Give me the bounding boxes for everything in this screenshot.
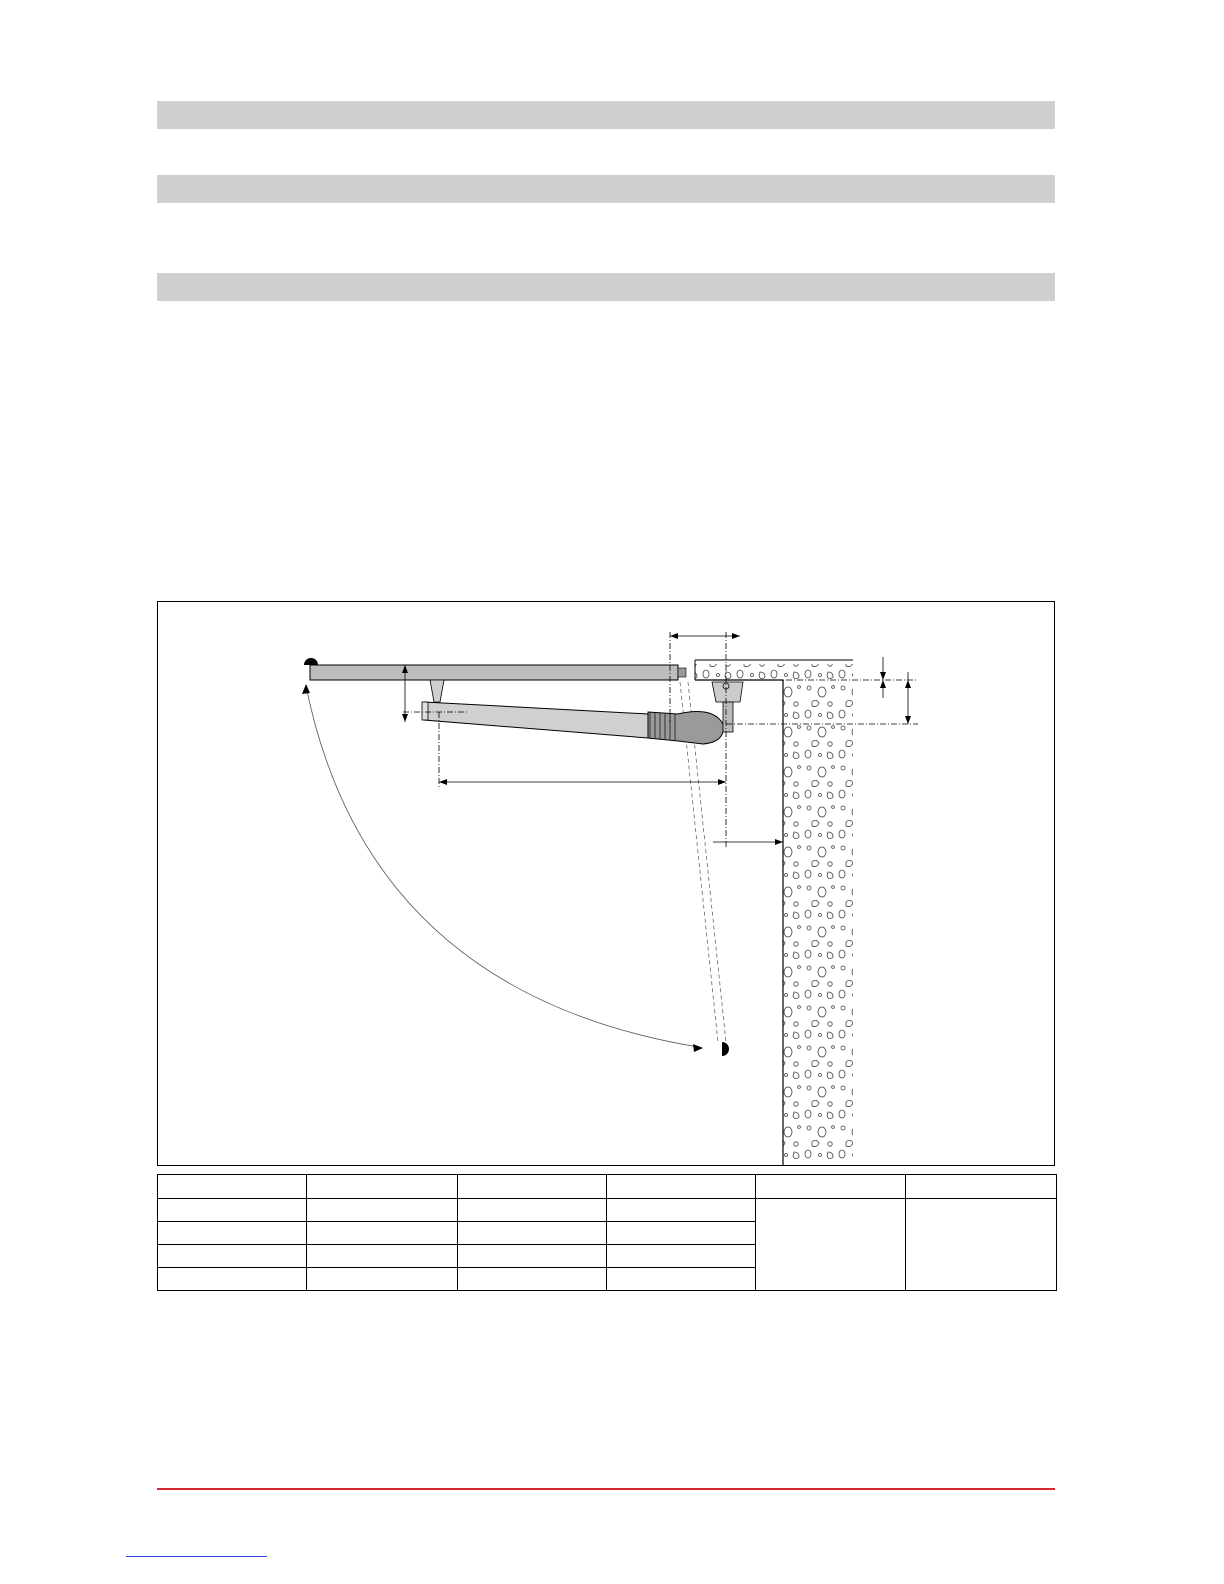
section-header-bar-1 [157,101,1055,129]
arc-arrow-top [302,684,310,694]
open-position-marker [722,1042,729,1056]
table-cell [307,1245,458,1268]
table-header-cell [458,1175,607,1199]
table-merged-cell [756,1199,906,1291]
table-cell [458,1268,607,1291]
table-header-cell [307,1175,458,1199]
table-cell [158,1199,307,1222]
table-cell [158,1222,307,1245]
swing-arc [306,686,698,1047]
table-cell [607,1222,756,1245]
table-header-cell [756,1175,906,1199]
table-cell [458,1222,607,1245]
table-cell [307,1268,458,1291]
gate-leaf [304,658,686,680]
arc-arrow-bottom [693,1044,703,1052]
table-cell [607,1268,756,1291]
table-header-cell [906,1175,1057,1199]
specification-table [157,1174,1057,1291]
table-merged-cell [906,1199,1057,1291]
table-row [158,1199,1057,1222]
table-header-cell [607,1175,756,1199]
gate-motor [422,680,743,744]
table-cell [458,1199,607,1222]
table-header-cell [158,1175,307,1199]
installation-drawing [157,601,1055,1166]
footer-link-underline[interactable] [126,1556,267,1557]
table-header-row [158,1175,1057,1199]
table-cell [607,1245,756,1268]
footer-rule [157,1488,1055,1490]
table-cell [158,1245,307,1268]
section-header-bar-3 [157,273,1055,301]
section-header-bar-2 [157,175,1055,203]
table-cell [158,1268,307,1291]
table-cell [607,1199,756,1222]
table-cell [307,1222,458,1245]
drawing-svg [158,602,1055,1166]
table-cell [458,1245,607,1268]
table-cell [307,1199,458,1222]
